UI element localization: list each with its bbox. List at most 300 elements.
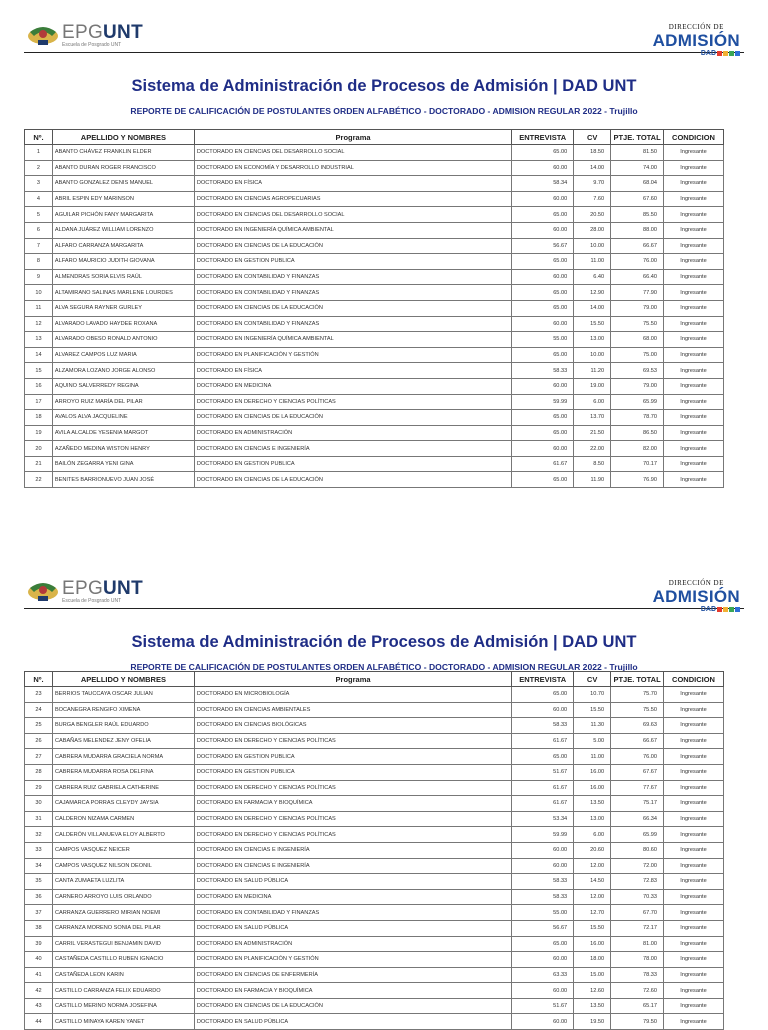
col-header-name: APELLIDO Y NOMBRES (52, 130, 194, 145)
cell-interview: 56.67 (512, 238, 574, 254)
cell-number: 20 (25, 441, 53, 457)
cell-name: CASTILLO MINAYA KAREN YANET (52, 1014, 194, 1030)
cell-condition: Ingresante (664, 441, 724, 457)
table-body (25, 145, 724, 488)
cell-program: DOCTORADO EN GESTION PUBLICA (194, 764, 511, 780)
cell-condition: Ingresante (664, 733, 724, 749)
cell-total: 78.33 (611, 967, 664, 983)
cell-cv: 8.50 (574, 456, 611, 472)
cell-name: CABRERA MUDARRA GRACIELA NORMA (52, 749, 194, 765)
epgunt-logo (26, 578, 143, 604)
cell-interview: 60.00 (512, 441, 574, 457)
cell-name: ALTAMIRANO SALINAS MARLENE LOURDES (52, 285, 194, 301)
cell-number: 18 (25, 410, 53, 426)
cell-cv: 12.70 (574, 905, 611, 921)
cell-number: 27 (25, 749, 53, 765)
cell-number: 32 (25, 827, 53, 843)
cell-program: DOCTORADO EN CONTABILIDAD Y FINANZAS (194, 269, 511, 285)
cell-number: 6 (25, 222, 53, 238)
cell-interview: 63.33 (512, 967, 574, 983)
logo-admision-text: ADMISIÓN (652, 587, 740, 606)
table-header-row (25, 130, 724, 145)
cell-interview: 60.00 (512, 1014, 574, 1030)
table-row (25, 425, 724, 441)
table-row (25, 222, 724, 238)
table-header-row (25, 672, 724, 687)
cell-cv: 14.50 (574, 874, 611, 890)
cell-cv: 16.00 (574, 764, 611, 780)
cell-total: 76.00 (611, 254, 664, 270)
cell-number: 2 (25, 160, 53, 176)
cell-interview: 61.67 (512, 796, 574, 812)
cell-program: DOCTORADO EN FARMACIA Y BIOQUÍMICA (194, 983, 511, 999)
table-row (25, 920, 724, 936)
cell-condition: Ingresante (664, 827, 724, 843)
cell-condition: Ingresante (664, 378, 724, 394)
cell-total: 75.50 (611, 316, 664, 332)
cell-condition: Ingresante (664, 394, 724, 410)
table-row (25, 842, 724, 858)
cell-cv: 13.50 (574, 796, 611, 812)
cell-total: 78.70 (611, 410, 664, 426)
table-row (25, 238, 724, 254)
cell-condition: Ingresante (664, 764, 724, 780)
cell-program: DOCTORADO EN PLANIFICACIÓN Y GESTIÓN (194, 952, 511, 968)
cell-total: 66.67 (611, 238, 664, 254)
cell-name: BENITES BARRIONUEVO JUAN JOSÉ (52, 472, 194, 488)
cell-program: DOCTORADO EN CIENCIAS DE ENFERMERÍA (194, 967, 511, 983)
cell-cv: 10.00 (574, 238, 611, 254)
cell-condition: Ingresante (664, 1014, 724, 1030)
cell-cv: 20.50 (574, 207, 611, 223)
col-header-number: Nº. (25, 130, 53, 145)
cell-cv: 11.20 (574, 363, 611, 379)
cell-condition: Ingresante (664, 316, 724, 332)
cell-name: CABRERA RUIZ GABRIELA CATHERINE (52, 780, 194, 796)
cell-interview: 65.00 (512, 145, 574, 161)
cell-condition: Ingresante (664, 936, 724, 952)
cell-program: DOCTORADO EN GESTION PUBLICA (194, 254, 511, 270)
color-square-icon (717, 607, 722, 612)
cell-interview: 60.00 (512, 983, 574, 999)
cell-cv: 15.50 (574, 702, 611, 718)
cell-condition: Ingresante (664, 191, 724, 207)
cell-total: 70.33 (611, 889, 664, 905)
cell-number: 39 (25, 936, 53, 952)
cell-name: BURGA BENGLER RAÚL EDUARDO (52, 718, 194, 734)
cell-number: 41 (25, 967, 53, 983)
cell-program: DOCTORADO EN INGENIERÍA QUÍMICA AMBIENTAL (194, 222, 511, 238)
cell-name: AQUINO SALVERREDY REGINA (52, 378, 194, 394)
cell-total: 72.60 (611, 983, 664, 999)
cell-condition: Ingresante (664, 796, 724, 812)
cell-total: 86.50 (611, 425, 664, 441)
cell-program: DOCTORADO EN MEDICINA (194, 378, 511, 394)
cell-condition: Ingresante (664, 254, 724, 270)
table-row (25, 858, 724, 874)
table-row (25, 827, 724, 843)
col-header-number: Nº. (25, 672, 53, 687)
cell-condition: Ingresante (664, 222, 724, 238)
results-table (24, 671, 724, 1030)
table-body (25, 687, 724, 1030)
color-square-icon (735, 607, 740, 612)
table-row (25, 145, 724, 161)
cell-condition: Ingresante (664, 347, 724, 363)
cell-number: 12 (25, 316, 53, 332)
table-row (25, 764, 724, 780)
cell-interview: 65.00 (512, 207, 574, 223)
cell-name: ALFARO MAURICIO JUDITH GIOVANA (52, 254, 194, 270)
table-row (25, 472, 724, 488)
cell-number: 9 (25, 269, 53, 285)
cell-cv: 14.00 (574, 300, 611, 316)
table-row (25, 456, 724, 472)
table-row (25, 160, 724, 176)
cell-number: 29 (25, 780, 53, 796)
cell-number: 33 (25, 842, 53, 858)
cell-name: CASTILLO MERINO NORMA JOSEFINA (52, 998, 194, 1014)
page-header (24, 0, 744, 57)
cell-program: DOCTORADO EN DERECHO Y CIENCIAS POLÍTICAS (194, 827, 511, 843)
cell-cv: 15.50 (574, 316, 611, 332)
table-row (25, 378, 724, 394)
table-row (25, 441, 724, 457)
cell-condition: Ingresante (664, 718, 724, 734)
cell-interview: 58.34 (512, 176, 574, 192)
cell-interview: 60.00 (512, 858, 574, 874)
table-row (25, 363, 724, 379)
cell-interview: 60.00 (512, 269, 574, 285)
cell-program: DOCTORADO EN SALUD PÚBLICA (194, 920, 511, 936)
logo-dad-text: DAD (700, 50, 716, 57)
cell-interview: 65.00 (512, 300, 574, 316)
cell-program: DOCTORADO EN ADMINISTRACIÓN (194, 936, 511, 952)
results-table (24, 129, 724, 488)
cell-total: 65.99 (611, 827, 664, 843)
cell-total: 66.40 (611, 269, 664, 285)
cell-condition: Ingresante (664, 842, 724, 858)
logo-subtitle: Escuela de Posgrado UNT (62, 41, 122, 48)
cell-cv: 7.60 (574, 191, 611, 207)
cell-number: 43 (25, 998, 53, 1014)
cell-interview: 65.00 (512, 472, 574, 488)
cell-total: 74.00 (611, 160, 664, 176)
cell-condition: Ingresante (664, 983, 724, 999)
cell-interview: 65.00 (512, 285, 574, 301)
cell-program: DOCTORADO EN INGENIERÍA QUÍMICA AMBIENTAL (194, 332, 511, 348)
cell-interview: 56.67 (512, 920, 574, 936)
cell-interview: 60.00 (512, 952, 574, 968)
logo-dad-text: DAD (700, 606, 716, 613)
cell-cv: 12.00 (574, 889, 611, 905)
cell-interview: 60.00 (512, 702, 574, 718)
table-row (25, 300, 724, 316)
cell-condition: Ingresante (664, 702, 724, 718)
table-row (25, 1014, 724, 1030)
cell-interview: 58.33 (512, 889, 574, 905)
table-row (25, 936, 724, 952)
cell-interview: 58.33 (512, 874, 574, 890)
cell-total: 88.00 (611, 222, 664, 238)
cell-number: 42 (25, 983, 53, 999)
cell-number: 14 (25, 347, 53, 363)
cell-number: 44 (25, 1014, 53, 1030)
cell-condition: Ingresante (664, 920, 724, 936)
table-row (25, 191, 724, 207)
cell-number: 4 (25, 191, 53, 207)
cell-number: 34 (25, 858, 53, 874)
cell-program: DOCTORADO EN SALUD PÚBLICA (194, 1014, 511, 1030)
admision-logo (653, 24, 740, 57)
cell-interview: 65.00 (512, 687, 574, 703)
cell-cv: 11.30 (574, 718, 611, 734)
cell-name: ARROYO RUIZ MARÍA DEL PILAR (52, 394, 194, 410)
cell-number: 10 (25, 285, 53, 301)
cell-name: CALDERON NIZAMA CARMEN (52, 811, 194, 827)
cell-cv: 12.90 (574, 285, 611, 301)
logo-unt-text: UNT (103, 21, 143, 43)
cell-interview: 60.00 (512, 842, 574, 858)
cell-number: 8 (25, 254, 53, 270)
cell-total: 68.00 (611, 332, 664, 348)
table-row (25, 811, 724, 827)
logo-epg-text: EPG (62, 21, 104, 43)
cell-cv: 10.70 (574, 687, 611, 703)
cell-number: 28 (25, 764, 53, 780)
cell-total: 65.17 (611, 998, 664, 1014)
cell-cv: 19.50 (574, 1014, 611, 1030)
cell-number: 11 (25, 300, 53, 316)
cell-number: 35 (25, 874, 53, 890)
cell-program: DOCTORADO EN GESTION PUBLICA (194, 456, 511, 472)
table-row (25, 889, 724, 905)
cell-number: 25 (25, 718, 53, 734)
cell-cv: 10.00 (574, 347, 611, 363)
cell-program: DOCTORADO EN MEDICINA (194, 889, 511, 905)
cell-cv: 5.00 (574, 733, 611, 749)
cell-interview: 65.00 (512, 347, 574, 363)
table-row (25, 410, 724, 426)
cell-total: 67.67 (611, 764, 664, 780)
cell-number: 17 (25, 394, 53, 410)
cell-total: 67.70 (611, 905, 664, 921)
cell-name: BAILÓN ZEGARRA YENI GINA (52, 456, 194, 472)
cell-interview: 55.00 (512, 905, 574, 921)
cell-name: ABRIL ESPIN EDY MARINSON (52, 191, 194, 207)
cell-number: 1 (25, 145, 53, 161)
cell-interview: 51.67 (512, 998, 574, 1014)
cell-cv: 21.50 (574, 425, 611, 441)
cell-total: 66.67 (611, 733, 664, 749)
cell-cv: 6.40 (574, 269, 611, 285)
cell-program: DOCTORADO EN FARMACIA Y BIOQUÍMICA (194, 796, 511, 812)
cell-name: ALFARO CARRANZA MARGARITA (52, 238, 194, 254)
cell-cv: 16.00 (574, 936, 611, 952)
cell-program: DOCTORADO EN PLANIFICACIÓN Y GESTIÓN (194, 347, 511, 363)
table-row (25, 905, 724, 921)
cell-condition: Ingresante (664, 967, 724, 983)
logo-epg-text: EPG (62, 577, 104, 599)
col-header-cv: CV (574, 672, 611, 687)
logo-direccion-text: DIRECCIÓN DE (668, 23, 724, 31)
table-row (25, 998, 724, 1014)
table-row (25, 347, 724, 363)
cell-condition: Ingresante (664, 874, 724, 890)
cell-name: ALZAMORA LOZANO JORGE ALONSO (52, 363, 194, 379)
cell-condition: Ingresante (664, 905, 724, 921)
cell-total: 68.04 (611, 176, 664, 192)
report-subtitle: REPORTE DE CALIFICACIÓN DE POSTULANTES ORDEN ALFABÉTICO - DOCTORADO - ADMISION REGULAR 2022 - Trujillo (130, 106, 638, 116)
cell-interview: 61.67 (512, 456, 574, 472)
cell-program: DOCTORADO EN ECONOMÍA Y DESARROLLO INDUSTRIAL (194, 160, 511, 176)
cell-condition: Ingresante (664, 332, 724, 348)
cell-interview: 51.67 (512, 764, 574, 780)
cell-interview: 59.99 (512, 394, 574, 410)
cell-cv: 12.60 (574, 983, 611, 999)
cell-interview: 53.34 (512, 811, 574, 827)
cell-condition: Ingresante (664, 363, 724, 379)
cell-total: 81.50 (611, 145, 664, 161)
cell-name: AGUILAR PICHÓN FANY MARGARITA (52, 207, 194, 223)
cell-program: DOCTORADO EN CIENCIAS E INGENIERÍA (194, 441, 511, 457)
cell-number: 31 (25, 811, 53, 827)
cell-name: ABANTO DURAN ROGER FRANCISCO (52, 160, 194, 176)
table-row (25, 316, 724, 332)
table-row (25, 796, 724, 812)
col-header-interview: ENTREVISTA (512, 130, 574, 145)
logo-unt-text: UNT (103, 577, 143, 599)
cell-interview: 65.00 (512, 425, 574, 441)
cell-total: 79.00 (611, 300, 664, 316)
cell-program: DOCTORADO EN CIENCIAS BIOLÓGICAS (194, 718, 511, 734)
epgunt-logo (26, 22, 143, 48)
table-row (25, 952, 724, 968)
cell-total: 75.50 (611, 702, 664, 718)
logo-direccion-text: DIRECCIÓN DE (668, 579, 724, 587)
cell-cv: 13.70 (574, 410, 611, 426)
cell-condition: Ingresante (664, 456, 724, 472)
cell-condition: Ingresante (664, 285, 724, 301)
cell-total: 79.50 (611, 1014, 664, 1030)
cell-name: CABRERA MUDARRA ROSA DELFINA (52, 764, 194, 780)
cell-program: DOCTORADO EN CIENCIAS E INGENIERÍA (194, 858, 511, 874)
cell-total: 75.70 (611, 687, 664, 703)
cell-interview: 58.33 (512, 363, 574, 379)
cell-condition: Ingresante (664, 472, 724, 488)
cell-name: CANTA ZUMAETA LUZLITA (52, 874, 194, 890)
cell-program: DOCTORADO EN CIENCIAS AMBIENTALES (194, 702, 511, 718)
table-row (25, 207, 724, 223)
col-header-condition: CONDICION (664, 130, 724, 145)
table-row (25, 718, 724, 734)
col-header-total: PTJE. TOTAL (611, 672, 664, 687)
cell-number: 38 (25, 920, 53, 936)
admision-logo (653, 580, 740, 613)
cell-interview: 61.67 (512, 733, 574, 749)
table-row (25, 733, 724, 749)
cell-cv: 14.00 (574, 160, 611, 176)
cell-total: 69.53 (611, 363, 664, 379)
cell-program: DOCTORADO EN CIENCIAS DE LA EDUCACIÓN (194, 472, 511, 488)
table-row (25, 780, 724, 796)
cell-cv: 18.00 (574, 952, 611, 968)
cell-total: 77.90 (611, 285, 664, 301)
page-title: Sistema de Administración de Procesos de Admisión | DAD UNT (131, 633, 637, 651)
cell-interview: 65.00 (512, 749, 574, 765)
cell-name: BOCANEGRA RENGIFO XIMENA (52, 702, 194, 718)
table-row (25, 967, 724, 983)
page-header (24, 556, 744, 613)
cell-interview: 60.00 (512, 316, 574, 332)
table-row (25, 874, 724, 890)
cell-name: CARRANZA MORENO SONIA DEL PILAR (52, 920, 194, 936)
cell-number: 19 (25, 425, 53, 441)
cell-total: 67.60 (611, 191, 664, 207)
cell-total: 77.67 (611, 780, 664, 796)
report-page-2 (0, 556, 768, 1025)
cell-program: DOCTORADO EN CIENCIAS DEL DESARROLLO SOCIAL (194, 145, 511, 161)
cell-condition: Ingresante (664, 145, 724, 161)
cell-cv: 11.00 (574, 254, 611, 270)
col-header-total: PTJE. TOTAL (611, 130, 664, 145)
cell-total: 69.63 (611, 718, 664, 734)
cell-total: 72.17 (611, 920, 664, 936)
cell-cv: 13.00 (574, 811, 611, 827)
cell-total: 70.17 (611, 456, 664, 472)
cell-cv: 18.50 (574, 145, 611, 161)
cell-number: 37 (25, 905, 53, 921)
cell-program: DOCTORADO EN CIENCIAS DE LA EDUCACIÓN (194, 300, 511, 316)
cell-condition: Ingresante (664, 889, 724, 905)
cell-condition: Ingresante (664, 410, 724, 426)
cell-total: 76.00 (611, 749, 664, 765)
cell-name: CABAÑAS MELENDEZ JENY OFELIA (52, 733, 194, 749)
cell-condition: Ingresante (664, 687, 724, 703)
cell-program: DOCTORADO EN ADMINISTRACIÓN (194, 425, 511, 441)
cell-program: DOCTORADO EN CIENCIAS E INGENIERÍA (194, 842, 511, 858)
emblem-icon (26, 22, 60, 48)
cell-program: DOCTORADO EN SALUD PÚBLICA (194, 874, 511, 890)
col-header-interview: ENTREVISTA (512, 672, 574, 687)
cell-program: DOCTORADO EN DERECHO Y CIENCIAS POLÍTICAS (194, 733, 511, 749)
cell-interview: 55.00 (512, 332, 574, 348)
cell-total: 75.17 (611, 796, 664, 812)
cell-interview: 60.00 (512, 222, 574, 238)
cell-condition: Ingresante (664, 749, 724, 765)
cell-cv: 19.00 (574, 378, 611, 394)
cell-program: DOCTORADO EN DERECHO Y CIENCIAS POLÍTICAS (194, 780, 511, 796)
cell-number: 30 (25, 796, 53, 812)
cell-interview: 60.00 (512, 378, 574, 394)
cell-total: 85.50 (611, 207, 664, 223)
table-row (25, 394, 724, 410)
cell-name: ALVARADO LAVADO HAYDEE ROXANA (52, 316, 194, 332)
cell-name: CASTAÑEDA CASTILLO RUBEN IGNACIO (52, 952, 194, 968)
cell-condition: Ingresante (664, 998, 724, 1014)
cell-cv: 13.00 (574, 332, 611, 348)
cell-number: 26 (25, 733, 53, 749)
cell-name: CAJAMARCA PORRAS CLEYDY JAYSIA (52, 796, 194, 812)
cell-condition: Ingresante (664, 952, 724, 968)
cell-name: BERRIOS TAUCCAYA OSCAR JULIAN (52, 687, 194, 703)
col-header-program: Programa (194, 130, 511, 145)
cell-number: 21 (25, 456, 53, 472)
table-row (25, 983, 724, 999)
cell-program: DOCTORADO EN CIENCIAS DE LA EDUCACIÓN (194, 410, 511, 426)
logo-admision-text: ADMISIÓN (652, 31, 740, 50)
col-header-cv: CV (574, 130, 611, 145)
